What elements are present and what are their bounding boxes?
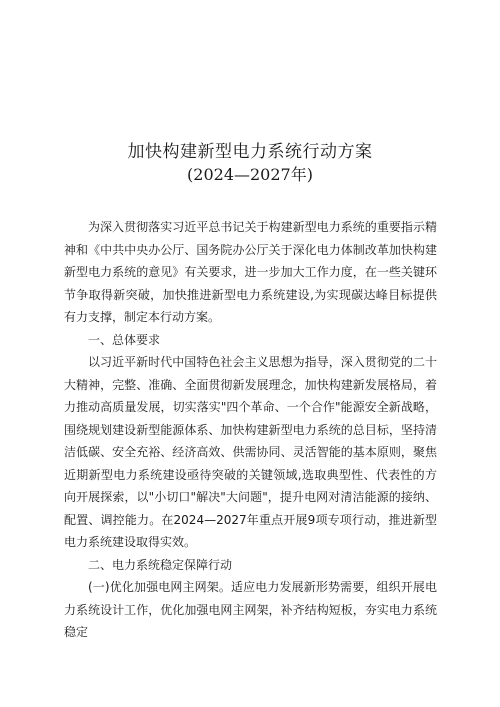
section-1-paragraph: 以习近平新时代中国特色社会主义思想为指导，深入贯彻党的二十大精神，完整、准确、全面贯彻新发展理念，加快构建新发展格局，着力推动高质量发展，切实落实"四个革命、一个合作"能源安全新战略，围绕规划建设新型能源体系、加快构建新型电力系统的总目标，坚持清洁低碳、安全充裕、经济高效、供需协同、灵活智能的基本原则，聚焦近期新型电力系统建设亟待突破的关键领域,选取典型性、代表性的方向开展探索，以"小切口"解决"大问题"，提升电网对清洁能源的接纳、配置、调控能力。在2024—2027年重点开展9项专项行动，推进新型电力系统建设取得实效。	[64, 355, 437, 549]
section-heading-2: 二、电力系统稳定保障行动	[88, 557, 233, 572]
document-subtitle: (2024—2027年)	[187, 165, 313, 184]
document-title: 加快构建新型电力系统行动方案	[127, 142, 373, 162]
section-heading-1: 一、总体要求	[88, 332, 161, 347]
intro-paragraph: 为深入贯彻落实习近平总书记关于构建新型电力系统的重要指示精神和《中共中央办公厅、国务院办公厅关于深化电力体制改革加快构建新型电力系统的意见》有关要求，进一步加大工作力度，在一些关键环节争取得新突破，加快推进新型电力系统建设,为实现碳达峰目标提供有力支撑，制定本行动方案。	[64, 220, 437, 324]
section-2-paragraph: (一)优化加强电网主网架。适应电力发展新形势需要，组织开展电力系统设计工作，优化加强电网主网架，补齐结构短板，夯实电力系统稳定	[64, 580, 437, 639]
document-body	[64, 216, 437, 644]
